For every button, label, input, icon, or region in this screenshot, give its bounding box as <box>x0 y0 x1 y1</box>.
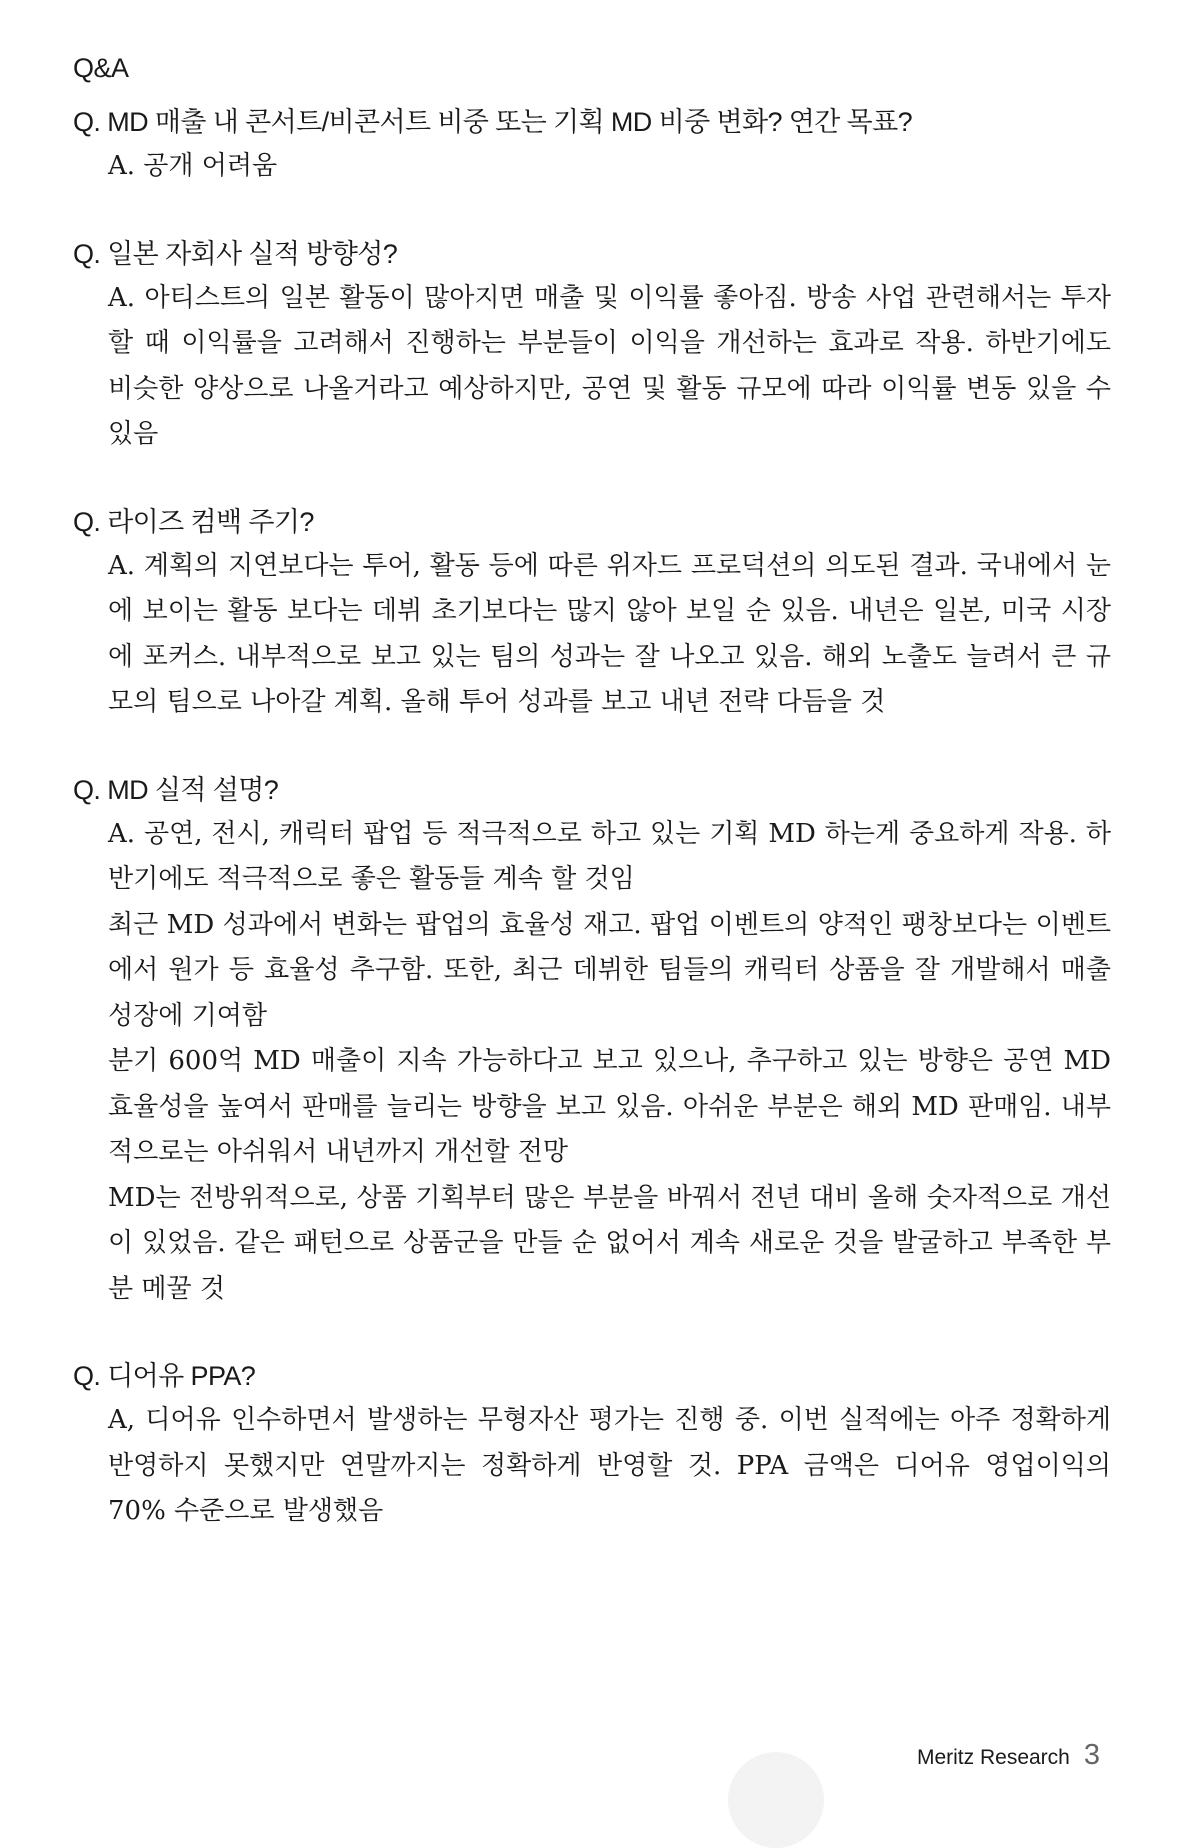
question-text: Q. MD 매출 내 콘서트/비콘서트 비중 또는 기획 MD 비중 변화? 연간 목표? <box>73 107 913 137</box>
qa-item <box>73 770 1113 1313</box>
qa-item <box>73 1356 1113 1535</box>
answer-text <box>108 276 1111 458</box>
page-decoration-circle <box>728 1752 824 1848</box>
qa-item <box>73 502 1113 726</box>
question-text: Q. MD 실적 설명? <box>73 774 279 805</box>
page-footer <box>917 1739 1100 1772</box>
answer-text <box>108 544 1111 726</box>
qa-item <box>73 234 1113 458</box>
answer-text <box>108 812 1111 1313</box>
answer-paragraph: 분기 600억 MD 매출이 지속 가능하다고 보고 있으나, 추구하고 있는 방향은 공연 MD 효율성을 높여서 판매를 늘리는 방향을 보고 있음. 아쉬운 부분은 해외 MD 판매임. 내부적으로는 아쉬워서 내년까지 개선할 전망 <box>108 1046 1111 1167</box>
answer-paragraph: A. 계획의 지연보다는 투어, 활동 등에 따른 위자드 프로덕션의 의도된 결과. 국내에서 눈에 보이는 활동 보다는 데뷔 초기보다는 많지 않아 보일 순 있음. 내년은 일본, 미국 시장에 포커스. 내부적으로 보고 있는 팀의 성과는 잘 나오고 있음. 해외 노출도 늘려서 큰 규모의 팀으로 나아갈 계획. 올해 투어 성과를 보고 내년 전략 다듬을 것 <box>108 550 1111 717</box>
footer-brand: Meritz Research <box>916 1746 1070 1769</box>
answer-paragraph: A. 아티스트의 일본 활동이 많아지면 매출 및 이익률 좋아짐. 방송 사업 관련해서는 투자할 때 이익률을 고려해서 진행하는 부분들이 이익을 개선하는 효과로 작용. 하반기에도 비슷한 양상으로 나올거라고 예상하지만, 공연 및 활동 규모에 따라 이익률 변동 있을 수 있음 <box>108 282 1111 449</box>
answer-paragraph: 최근 MD 성과에서 변화는 팝업의 효율성 재고. 팝업 이벤트의 양적인 팽창보다는 이벤트에서 원가 등 효율성 추구함. 또한, 최근 데뷔한 팀들의 캐릭터 상품을 잘 개발해서 매출 성장에 기여함 <box>108 909 1111 1031</box>
qa-item <box>73 102 1113 190</box>
section-heading: Q&A <box>73 53 129 83</box>
answer-text <box>108 144 1111 190</box>
answer-paragraph: A. 공연, 전시, 캐릭터 팝업 등 적극적으로 하고 있는 기획 MD 하는게 중요하게 작용. 하반기에도 적극적으로 좋은 활동들 계속 할 것임 <box>108 818 1111 894</box>
document-page <box>73 48 1113 1579</box>
answer-text <box>108 1398 1111 1535</box>
question-text: Q. 디어유 PPA? <box>73 1361 256 1391</box>
answer-paragraph: A. 공개 어려움 <box>108 151 278 181</box>
answer-paragraph: MD는 전방위적으로, 상품 기획부터 많은 부분을 바꿔서 전년 대비 올해 숫자적으로 개선이 있었음. 같은 패턴으로 상품군을 만들 순 없어서 계속 새로운 것을 발굴하고 부족한 부분 메꿀 것 <box>108 1182 1111 1304</box>
answer-paragraph: A, 디어유 인수하면서 발생하는 무형자산 평가는 진행 중. 이번 실적에는 아주 정확하게 반영하지 못했지만 연말까지는 정확하게 반영할 것. PPA 금액은 디어유 영업이익의 70% 수준으로 발생했음 <box>108 1405 1111 1526</box>
question-text: Q. 일본 자회사 실적 방향성? <box>73 238 398 269</box>
question-text: Q. 라이즈 컴백 주기? <box>73 506 314 537</box>
page-number: 3 <box>1083 1739 1100 1771</box>
